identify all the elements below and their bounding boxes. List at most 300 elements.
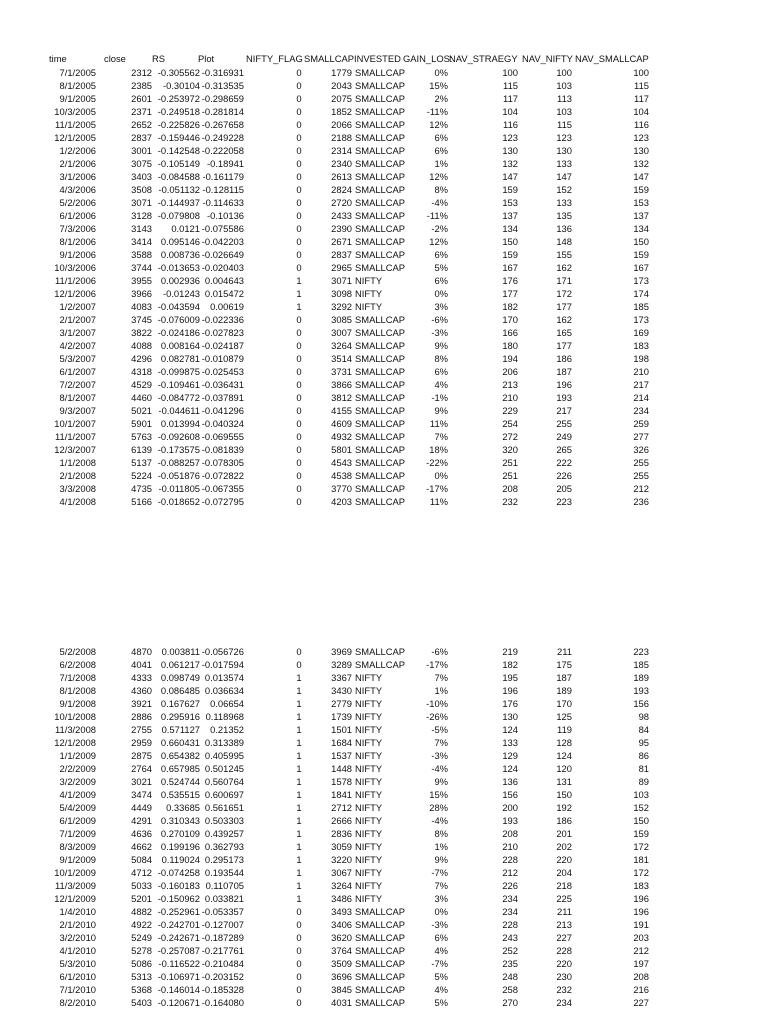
cell-plot: -0.313535 [201, 79, 244, 91]
cell-nav-nifty: 202 [556, 841, 572, 852]
cell-rs: 0.535515 [160, 789, 200, 800]
table-row [0, 932, 768, 944]
cell-close: 3588 [131, 248, 152, 260]
cell-invested: 2666 [331, 815, 352, 826]
cell-time: 2/1/2010 [59, 919, 96, 930]
table-row [0, 789, 768, 801]
cell-nav-strategy: 124 [502, 763, 518, 774]
cell-nav-strategy: 210 [502, 391, 518, 403]
table-row [0, 197, 768, 209]
cell-nav-strategy: 136 [502, 776, 518, 787]
cell-gain-loss: 7% [434, 737, 448, 748]
cell-close: 3143 [131, 222, 152, 234]
cell-nav-strategy: 130 [502, 144, 518, 156]
cell-market: SMALLCAP [355, 469, 406, 481]
cell-nav-nifty: 230 [556, 971, 572, 982]
table-row [0, 314, 768, 326]
cell-close: 3414 [131, 235, 152, 247]
cell-time: 5/2/2008 [59, 646, 96, 657]
cell-nifty-flag: 0 [296, 157, 302, 169]
cell-invested: 3289 [331, 659, 352, 670]
cell-nav-strategy: 228 [502, 919, 518, 930]
cell-gain-loss: 7% [434, 672, 448, 683]
cell-time: 7/1/2005 [59, 66, 96, 78]
cell-nav-strategy: 210 [502, 841, 518, 852]
cell-gain-loss: 8% [434, 828, 448, 839]
cell-nav-strategy: 234 [502, 893, 518, 904]
cell-rs: 0.098749 [160, 672, 200, 683]
cell-time: 1/4/2010 [59, 906, 96, 917]
cell-plot: 0.015472 [204, 287, 244, 299]
cell-nifty-flag: 0 [296, 958, 302, 969]
cell-close: 3474 [131, 789, 152, 800]
table-row [0, 457, 768, 469]
cell-close: 5249 [131, 932, 152, 943]
cell-market: SMALLCAP [355, 313, 406, 325]
cell-time: 5/3/2007 [59, 352, 96, 364]
cell-nav-nifty: 152 [556, 183, 572, 195]
cell-market: NIFTY [355, 763, 383, 774]
cell-market: NIFTY [355, 802, 383, 813]
cell-time: 4/1/2010 [59, 945, 96, 956]
cell-gain-loss: 4% [434, 378, 448, 390]
cell-nav-strategy: 219 [502, 646, 518, 657]
cell-gain-loss: 5% [434, 971, 448, 982]
cell-gain-loss: 3% [434, 300, 448, 312]
cell-nav-smallcap: 217 [633, 378, 649, 390]
cell-close: 2312 [131, 66, 152, 78]
cell-invested: 2671 [331, 235, 352, 247]
cell-nav-strategy: 272 [502, 430, 518, 442]
cell-close: 2601 [131, 92, 152, 104]
cell-plot: 0.193544 [204, 867, 244, 878]
cell-nav-strategy: 251 [502, 456, 518, 468]
table-row [0, 223, 768, 235]
cell-market: SMALLCAP [355, 209, 406, 221]
cell-rs: 0.119024 [161, 854, 200, 865]
cell-invested: 2433 [331, 209, 352, 221]
cell-plot: 0.295173 [204, 854, 244, 865]
cell-nav-strategy: 170 [502, 313, 518, 325]
cell-market: NIFTY [355, 750, 383, 761]
cell-nav-strategy: 104 [502, 105, 518, 117]
cell-gain-loss: 5% [434, 997, 448, 1008]
cell-market: NIFTY [355, 737, 383, 748]
cell-time: 11/1/2006 [54, 274, 96, 286]
table-row [0, 340, 768, 352]
cell-rs: -0.109461 [157, 378, 200, 390]
cell-invested: 4155 [331, 404, 352, 416]
cell-gain-loss: -17% [426, 482, 448, 494]
cell-nav-nifty: 148 [556, 235, 572, 247]
cell-market: SMALLCAP [355, 984, 406, 995]
cell-close: 4922 [131, 919, 152, 930]
cell-nav-strategy: 115 [503, 79, 518, 91]
cell-close: 5201 [131, 893, 152, 904]
cell-rs: -0.099875 [157, 365, 200, 377]
cell-close: 4291 [131, 815, 152, 826]
cell-plot: -0.069555 [201, 430, 244, 442]
cell-nav-strategy: 182 [502, 659, 518, 670]
cell-nav-nifty: 155 [556, 248, 572, 260]
cell-rs: -0.225826 [157, 118, 200, 130]
table-row [0, 685, 768, 697]
cell-time: 1/1/2008 [59, 456, 96, 468]
cell-nav-smallcap: 150 [633, 235, 649, 247]
cell-rs: -0.142548 [157, 144, 200, 156]
cell-gain-loss: -11% [426, 105, 448, 117]
cell-market: SMALLCAP [355, 339, 406, 351]
cell-close: 4318 [131, 365, 152, 377]
cell-rs: 0.295916 [160, 711, 200, 722]
cell-rs: -0.242671 [157, 932, 200, 943]
table-row [0, 698, 768, 710]
header-close: close [104, 53, 126, 64]
cell-market: NIFTY [355, 854, 383, 865]
cell-close: 4333 [131, 672, 152, 683]
cell-nav-smallcap: 98 [638, 711, 649, 722]
cell-close: 4296 [131, 352, 152, 364]
cell-nav-smallcap: 197 [633, 958, 649, 969]
cell-nifty-flag: 0 [296, 365, 302, 377]
cell-time: 6/1/2009 [59, 815, 96, 826]
cell-invested: 2720 [331, 196, 352, 208]
cell-plot: 0.561651 [204, 802, 244, 813]
cell-nav-strategy: 194 [502, 352, 518, 364]
cell-time: 1/1/2009 [59, 750, 96, 761]
table-row [0, 132, 768, 144]
cell-gain-loss: -4% [431, 815, 448, 826]
cell-market: SMALLCAP [355, 131, 406, 143]
cell-plot: -0.010879 [201, 352, 244, 364]
cell-nifty-flag: 0 [296, 482, 302, 494]
table-row [0, 171, 768, 183]
cell-rs: 0.167627 [160, 698, 200, 709]
cell-time: 7/1/2008 [59, 672, 96, 683]
cell-nav-smallcap: 174 [633, 287, 649, 299]
table-row [0, 236, 768, 248]
cell-nav-smallcap: 214 [633, 391, 649, 403]
cell-gain-loss: 6% [434, 365, 448, 377]
cell-nifty-flag: 1 [296, 750, 302, 761]
cell-market: SMALLCAP [355, 365, 406, 377]
cell-market: SMALLCAP [355, 222, 406, 234]
cell-nav-nifty: 204 [556, 867, 572, 878]
cell-close: 5278 [131, 945, 152, 956]
cell-nifty-flag: 0 [296, 646, 302, 657]
cell-nav-nifty: 218 [556, 880, 572, 891]
cell-nav-strategy: 196 [502, 685, 518, 696]
cell-gain-loss: -17% [426, 659, 448, 670]
cell-nav-strategy: 130 [502, 711, 518, 722]
cell-plot: -0.072795 [201, 495, 244, 507]
cell-market: SMALLCAP [355, 495, 406, 507]
cell-invested: 3509 [331, 958, 352, 969]
cell-close: 4735 [131, 482, 152, 494]
cell-nav-nifty: 177 [556, 339, 572, 351]
cell-gain-loss: 28% [429, 802, 448, 813]
cell-close: 3071 [131, 196, 152, 208]
cell-rs: -0.092608 [157, 430, 200, 442]
cell-rs: 0.571127 [161, 724, 200, 735]
cell-nifty-flag: 0 [296, 313, 302, 325]
cell-time: 2/1/2007 [59, 313, 96, 325]
cell-time: 10/3/2005 [54, 105, 96, 117]
cell-market: NIFTY [355, 274, 383, 286]
cell-nav-smallcap: 86 [638, 750, 649, 761]
cell-nav-strategy: 100 [502, 66, 518, 78]
cell-nav-smallcap: 172 [633, 867, 649, 878]
cell-nav-nifty: 133 [556, 157, 572, 169]
cell-plot: 0.21352 [210, 724, 244, 735]
cell-gain-loss: 6% [434, 932, 448, 943]
cell-gain-loss: 1% [434, 157, 448, 169]
cell-market: SMALLCAP [355, 118, 406, 130]
cell-nav-strategy: 124 [502, 724, 518, 735]
cell-nav-strategy: 134 [502, 222, 518, 234]
cell-rs: 0.008736 [160, 248, 200, 260]
cell-plot: 0.013574 [204, 672, 244, 683]
cell-invested: 3493 [331, 906, 352, 917]
cell-market: NIFTY [355, 698, 383, 709]
cell-nav-nifty: 150 [556, 789, 572, 800]
cell-rs: -0.018652 [157, 495, 200, 507]
cell-invested: 2390 [331, 222, 352, 234]
cell-plot: -0.128115 [202, 183, 244, 195]
cell-time: 1/2/2006 [59, 144, 96, 156]
cell-close: 2652 [131, 118, 152, 130]
cell-invested: 2712 [331, 802, 352, 813]
cell-plot: -0.217761 [201, 945, 244, 956]
cell-nav-smallcap: 236 [633, 495, 649, 507]
cell-gain-loss: 15% [429, 789, 448, 800]
cell-nifty-flag: 0 [296, 222, 302, 234]
cell-nav-smallcap: 198 [633, 352, 649, 364]
table-row [0, 893, 768, 905]
cell-nav-strategy: 180 [502, 339, 518, 351]
cell-time: 9/3/2007 [59, 404, 96, 416]
cell-plot: 0.600697 [204, 789, 244, 800]
cell-rs: -0.011805 [158, 482, 200, 494]
cell-market: SMALLCAP [355, 958, 406, 969]
cell-nav-strategy: 195 [502, 672, 518, 683]
cell-market: SMALLCAP [355, 170, 406, 182]
cell-nav-smallcap: 223 [633, 646, 649, 657]
cell-time: 5/3/2010 [59, 958, 96, 969]
cell-close: 3403 [131, 170, 152, 182]
cell-time: 10/1/2007 [54, 417, 96, 429]
cell-invested: 1684 [331, 737, 352, 748]
cell-nav-strategy: 137 [502, 209, 518, 221]
table-row [0, 867, 768, 879]
cell-rs: -0.074258 [157, 867, 200, 878]
table-row [0, 405, 768, 417]
cell-market: SMALLCAP [355, 144, 406, 156]
cell-invested: 4031 [331, 997, 352, 1008]
cell-nav-nifty: 226 [556, 469, 572, 481]
cell-close: 4712 [131, 867, 152, 878]
cell-invested: 4203 [331, 495, 352, 507]
cell-close: 3075 [131, 157, 152, 169]
cell-nav-strategy: 235 [502, 958, 518, 969]
cell-invested: 3514 [331, 352, 352, 364]
cell-nifty-flag: 0 [296, 378, 302, 390]
cell-nav-strategy: 248 [502, 971, 518, 982]
cell-rs: 0.524744 [160, 776, 200, 787]
cell-gain-loss: -4% [431, 763, 448, 774]
cell-nav-nifty: 255 [556, 417, 572, 429]
cell-plot: -0.017594 [201, 659, 244, 670]
cell-gain-loss: -3% [431, 326, 448, 338]
cell-rs: -0.051876 [157, 469, 200, 481]
table-row [0, 392, 768, 404]
cell-market: SMALLCAP [355, 997, 406, 1008]
cell-rs: 0.270109 [160, 828, 200, 839]
cell-time: 12/1/2008 [54, 737, 96, 748]
cell-gain-loss: 8% [434, 352, 448, 364]
cell-close: 3001 [131, 144, 152, 156]
cell-market: NIFTY [355, 841, 383, 852]
cell-invested: 2340 [331, 157, 352, 169]
cell-nav-nifty: 135 [556, 209, 572, 221]
cell-market: NIFTY [355, 789, 383, 800]
cell-nav-smallcap: 159 [633, 828, 649, 839]
cell-nifty-flag: 0 [296, 391, 302, 403]
cell-rs: -0.146014 [157, 984, 200, 995]
cell-nav-smallcap: 132 [633, 157, 649, 169]
cell-market: SMALLCAP [355, 945, 406, 956]
cell-plot: 0.439257 [204, 828, 244, 839]
cell-time: 10/3/2006 [54, 261, 96, 273]
cell-plot: 0.06654 [210, 698, 244, 709]
cell-invested: 3620 [331, 932, 352, 943]
cell-nav-smallcap: 216 [633, 984, 649, 995]
cell-gain-loss: -6% [431, 313, 448, 325]
cell-close: 5021 [131, 404, 152, 416]
cell-nav-smallcap: 84 [638, 724, 649, 735]
cell-nifty-flag: 0 [296, 469, 302, 481]
cell-rs: 0.095146 [160, 235, 200, 247]
cell-nav-nifty: 115 [557, 118, 572, 130]
cell-rs: 0.33685 [166, 802, 200, 813]
table-row [0, 431, 768, 443]
cell-invested: 4932 [331, 430, 352, 442]
cell-plot: -0.072822 [201, 469, 244, 481]
cell-nav-smallcap: 191 [633, 919, 649, 930]
cell-nav-smallcap: 212 [633, 945, 649, 956]
cell-time: 3/3/2008 [59, 482, 96, 494]
cell-nav-strategy: 132 [502, 157, 518, 169]
table-row [0, 119, 768, 131]
cell-close: 5166 [131, 495, 152, 507]
cell-rs: -0.30104 [162, 79, 200, 91]
cell-time: 12/1/2006 [54, 287, 96, 299]
cell-nav-smallcap: 203 [633, 932, 649, 943]
cell-nifty-flag: 0 [296, 235, 302, 247]
cell-nav-strategy: 270 [502, 997, 518, 1008]
cell-nav-smallcap: 150 [633, 815, 649, 826]
cell-plot: 0.503303 [204, 815, 244, 826]
cell-nav-strategy: 153 [502, 196, 518, 208]
cell-plot: -0.222058 [201, 144, 244, 156]
table-row [0, 288, 768, 300]
cell-time: 3/2/2009 [59, 776, 96, 787]
cell-nifty-flag: 0 [296, 183, 302, 195]
cell-invested: 3059 [331, 841, 352, 852]
cell-rs: 0.002936 [160, 274, 200, 286]
cell-nifty-flag: 1 [296, 802, 302, 813]
cell-nav-smallcap: 193 [633, 685, 649, 696]
table-row [0, 67, 768, 79]
cell-plot: -0.187289 [201, 932, 244, 943]
table-row [0, 828, 768, 840]
cell-rs: -0.106971 [157, 971, 200, 982]
cell-close: 2385 [131, 79, 152, 91]
cell-gain-loss: -10% [426, 698, 448, 709]
cell-invested: 3220 [331, 854, 352, 865]
table-row [0, 997, 768, 1009]
cell-market: SMALLCAP [355, 157, 406, 169]
cell-time: 3/1/2007 [59, 326, 96, 338]
cell-rs: -0.105149 [157, 157, 200, 169]
cell-nifty-flag: 1 [296, 828, 302, 839]
cell-nav-nifty: 249 [556, 430, 572, 442]
cell-time: 3/2/2010 [59, 932, 96, 943]
cell-plot: -0.025453 [201, 365, 244, 377]
cell-nav-nifty: 217 [556, 404, 572, 416]
cell-close: 4088 [131, 339, 152, 351]
cell-nav-strategy: 117 [503, 92, 518, 104]
table-row [0, 353, 768, 365]
cell-rs: 0.657985 [160, 763, 200, 774]
cell-invested: 1448 [331, 763, 352, 774]
cell-gain-loss: -3% [431, 919, 448, 930]
cell-market: SMALLCAP [355, 906, 406, 917]
cell-close: 4662 [131, 841, 152, 852]
cell-rs: 0.310343 [160, 815, 200, 826]
table-row [0, 737, 768, 749]
cell-nav-nifty: 162 [556, 313, 572, 325]
cell-nifty-flag: 1 [296, 274, 302, 286]
cell-gain-loss: 9% [434, 339, 448, 351]
cell-nav-smallcap: 196 [633, 893, 649, 904]
cell-nifty-flag: 1 [296, 300, 302, 312]
cell-plot: -0.041296 [201, 404, 244, 416]
cell-rs: 0.086485 [160, 685, 200, 696]
cell-invested: 1501 [331, 724, 352, 735]
header-row [0, 53, 768, 65]
cell-invested: 1537 [331, 750, 352, 761]
cell-plot: -0.020403 [201, 261, 244, 273]
cell-gain-loss: 18% [429, 443, 448, 455]
cell-rs: -0.249518 [157, 105, 200, 117]
cell-market: NIFTY [355, 828, 383, 839]
cell-nav-smallcap: 95 [638, 737, 649, 748]
cell-nav-smallcap: 156 [633, 698, 649, 709]
cell-gain-loss: 1% [434, 841, 448, 852]
cell-market: NIFTY [355, 724, 383, 735]
cell-nav-smallcap: 173 [633, 274, 649, 286]
cell-nav-nifty: 196 [556, 378, 572, 390]
cell-plot: -0.298659 [201, 92, 244, 104]
cell-plot: 0.560764 [204, 776, 244, 787]
cell-rs: -0.150962 [157, 893, 200, 904]
cell-nifty-flag: 0 [296, 92, 302, 104]
cell-close: 3745 [131, 313, 152, 325]
cell-time: 4/1/2008 [59, 495, 96, 507]
cell-market: SMALLCAP [355, 659, 406, 670]
cell-plot: -0.249228 [201, 131, 244, 143]
